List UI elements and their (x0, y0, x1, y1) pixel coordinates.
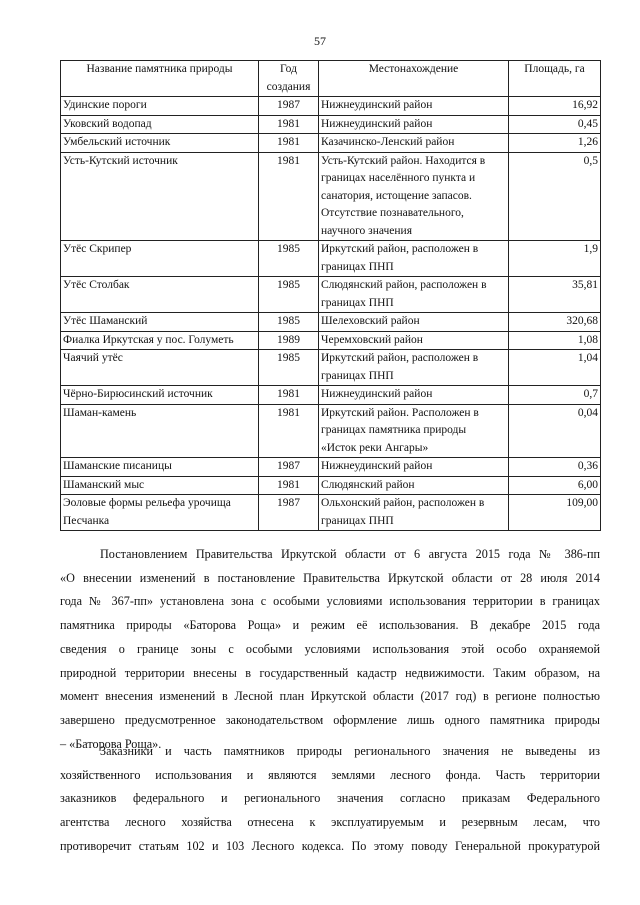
text-line: природной территории внесены в государственный кадастр недвижимости. Таким образом, на (60, 665, 600, 680)
cell-year: 1985 (259, 313, 319, 332)
header-year-line2: создания (266, 80, 311, 93)
table-row (61, 458, 601, 477)
text-line: момент внесения изменений в Лесной план Иркутской области (2017 год) в регионе полностью (60, 689, 600, 704)
table-row (61, 115, 601, 134)
text-line: сведения о границе зоны с особыми условиями использования этой особо охраняемой (60, 641, 600, 656)
text-line: хозяйственного использования и являются землями лесного фонда. Часть территории (60, 767, 600, 782)
cell-name (61, 241, 259, 277)
cell-area: 16,92 (509, 97, 601, 116)
text-line: «О внесении изменений в постановление Правительства Иркутской области от 28 июля 2014 (60, 570, 600, 585)
cell-area: 0,36 (509, 458, 601, 477)
cell-name-line: Усть-Кутский источник (63, 154, 178, 167)
cell-area: 320,68 (509, 313, 601, 332)
cell-location-line: границах ПНП (321, 369, 394, 382)
text-line: завершено предусмотренное законодательством оформление лишь одного памятника природы (60, 712, 600, 727)
paragraph-1 (60, 543, 600, 756)
table-row (61, 404, 601, 458)
cell-name (61, 134, 259, 153)
cell-location (319, 331, 509, 350)
cell-area: 1,08 (509, 331, 601, 350)
table-row (61, 386, 601, 405)
text-line: Заказники и часть памятников природы регионального значения не выведены из (100, 744, 600, 758)
cell-year: 1985 (259, 350, 319, 386)
cell-name (61, 350, 259, 386)
cell-name (61, 495, 259, 531)
table-row (61, 350, 601, 386)
cell-year: 1981 (259, 386, 319, 405)
cell-location-line: санатория, истощение запасов. (321, 189, 472, 202)
header-name: Название памятника природы (61, 61, 259, 97)
text-line: агентства лесного хозяйства отнесена к эксплуатируемым и резервным лесам, что (60, 815, 600, 830)
cell-location-line: Слюдянский район, расположен в (321, 279, 487, 291)
table-header (61, 61, 601, 97)
cell-name-line: Песчанка (63, 514, 110, 527)
cell-location (319, 152, 509, 241)
text-line: года № 367-пп» установлена зона с особыми условиями использования территории в границах (60, 594, 600, 609)
cell-location (319, 241, 509, 277)
table-row (61, 134, 601, 153)
cell-name (61, 115, 259, 134)
cell-location (319, 115, 509, 134)
cell-location (319, 495, 509, 531)
text-line: Постановлением Правительства Иркутской области от 6 августа 2015 года № 386-пп (100, 547, 600, 561)
cell-location-line: Иркутский район, расположен в (321, 352, 479, 364)
cell-name-line: Утёс Скрипер (63, 243, 132, 255)
cell-location-line: Отсутствие познавательного, (321, 207, 464, 219)
cell-location-line: Слюдянский район (321, 478, 415, 491)
cell-location-line: Нижнеудинский район (321, 388, 433, 400)
cell-name (61, 404, 259, 458)
cell-area: 0,7 (509, 386, 601, 405)
cell-location-line: Иркутский район. Расположен в (321, 406, 479, 419)
cell-location-line: границах ПНП (321, 514, 394, 527)
cell-name-line: Удинские пороги (63, 99, 147, 111)
cell-name (61, 152, 259, 241)
table-row (61, 152, 601, 241)
cell-name (61, 458, 259, 477)
cell-name (61, 476, 259, 495)
cell-name-line: Шаман-камень (63, 406, 137, 419)
cell-name (61, 277, 259, 313)
cell-name-line: Шаманский мыс (63, 478, 145, 491)
cell-location-line: границах ПНП (321, 296, 394, 309)
header-area: Площадь, га (509, 61, 601, 97)
text-line: заказников федерального и регионального значения согласно приказам Федерального (60, 791, 600, 806)
cell-location (319, 277, 509, 313)
cell-location-line: «Исток реки Ангары» (321, 441, 429, 454)
cell-year: 1989 (259, 331, 319, 350)
cell-year: 1981 (259, 404, 319, 458)
text-line: – «Баторова Роща». (60, 736, 162, 751)
page-number: 57 (314, 34, 326, 48)
header-year (259, 61, 319, 97)
table-row (61, 97, 601, 116)
paragraph-text (60, 543, 600, 756)
cell-area: 0,04 (509, 404, 601, 458)
cell-year: 1981 (259, 134, 319, 153)
header-location: Местонахождение (319, 61, 509, 97)
cell-location-line: Нижнеудинский район (321, 117, 433, 130)
cell-area: 1,04 (509, 350, 601, 386)
cell-year: 1985 (259, 277, 319, 313)
cell-name (61, 97, 259, 116)
cell-name-line: Фиалка Иркутская у пос. Голуметь (63, 333, 234, 346)
cell-location-line: Нижнеудинский район (321, 99, 433, 111)
cell-name-line: Эоловые формы рельефа урочища (63, 497, 231, 509)
cell-location-line: Иркутский район, расположен в (321, 243, 479, 255)
cell-name (61, 386, 259, 405)
table-body (61, 97, 601, 531)
table-row (61, 331, 601, 350)
cell-year: 1981 (259, 476, 319, 495)
cell-location-line: границах ПНП (321, 260, 394, 273)
cell-location (319, 313, 509, 332)
cell-area: 109,00 (509, 495, 601, 531)
text-line: памятника природы «Баторова Роща» и режим её использования. В декабре 2015 года (60, 618, 600, 633)
cell-year: 1987 (259, 458, 319, 477)
cell-location (319, 134, 509, 153)
cell-name-line: Шаманские писаницы (63, 460, 172, 472)
cell-location-line: научного значения (321, 224, 412, 237)
cell-name-line: Уковский водопад (63, 117, 152, 130)
cell-year: 1987 (259, 495, 319, 531)
cell-area: 35,81 (509, 277, 601, 313)
table-row (61, 241, 601, 277)
cell-area: 1,26 (509, 134, 601, 153)
cell-area: 6,00 (509, 476, 601, 495)
cell-location (319, 458, 509, 477)
nature-monuments-table (60, 60, 601, 531)
cell-location (319, 476, 509, 495)
cell-location-line: границах памятника природы (321, 424, 467, 436)
cell-area: 0,45 (509, 115, 601, 134)
cell-location-line: Шелеховский район (321, 315, 420, 327)
cell-name (61, 331, 259, 350)
cell-year: 1981 (259, 115, 319, 134)
cell-location (319, 386, 509, 405)
cell-area: 0,5 (509, 152, 601, 241)
table-row (61, 476, 601, 495)
cell-location (319, 404, 509, 458)
paragraph-2 (60, 740, 600, 859)
cell-year: 1981 (259, 152, 319, 241)
table-row (61, 277, 601, 313)
paragraph-text (60, 740, 600, 859)
cell-year: 1987 (259, 97, 319, 116)
cell-location-line: Нижнеудинский район (321, 460, 433, 472)
cell-name-line: Чаячий утёс (63, 352, 123, 364)
cell-name-line: Чёрно-Бирюсинский источник (63, 388, 213, 400)
cell-area: 1,9 (509, 241, 601, 277)
cell-location-line: границах населённого пункта и (321, 172, 476, 184)
cell-year: 1985 (259, 241, 319, 277)
cell-location-line: Усть-Кутский район. Находится в (321, 154, 486, 167)
header-year-line1: Год (280, 63, 297, 75)
cell-location-line: Черемховский район (321, 333, 423, 346)
cell-location (319, 350, 509, 386)
cell-name-line: Утёс Столбак (63, 279, 130, 291)
table-row (61, 495, 601, 531)
table-row (61, 313, 601, 332)
cell-location-line: Казачинско-Ленский район (321, 136, 455, 148)
cell-location-line: Ольхонский район, расположен в (321, 497, 485, 509)
cell-location (319, 97, 509, 116)
cell-name-line: Умбельский источник (63, 136, 171, 148)
cell-name-line: Утёс Шаманский (63, 315, 148, 327)
text-line: противоречит статьям 102 и 103 Лесного кодекса. По этому поводу Генеральной прокуратурой (60, 838, 600, 853)
cell-name (61, 313, 259, 332)
